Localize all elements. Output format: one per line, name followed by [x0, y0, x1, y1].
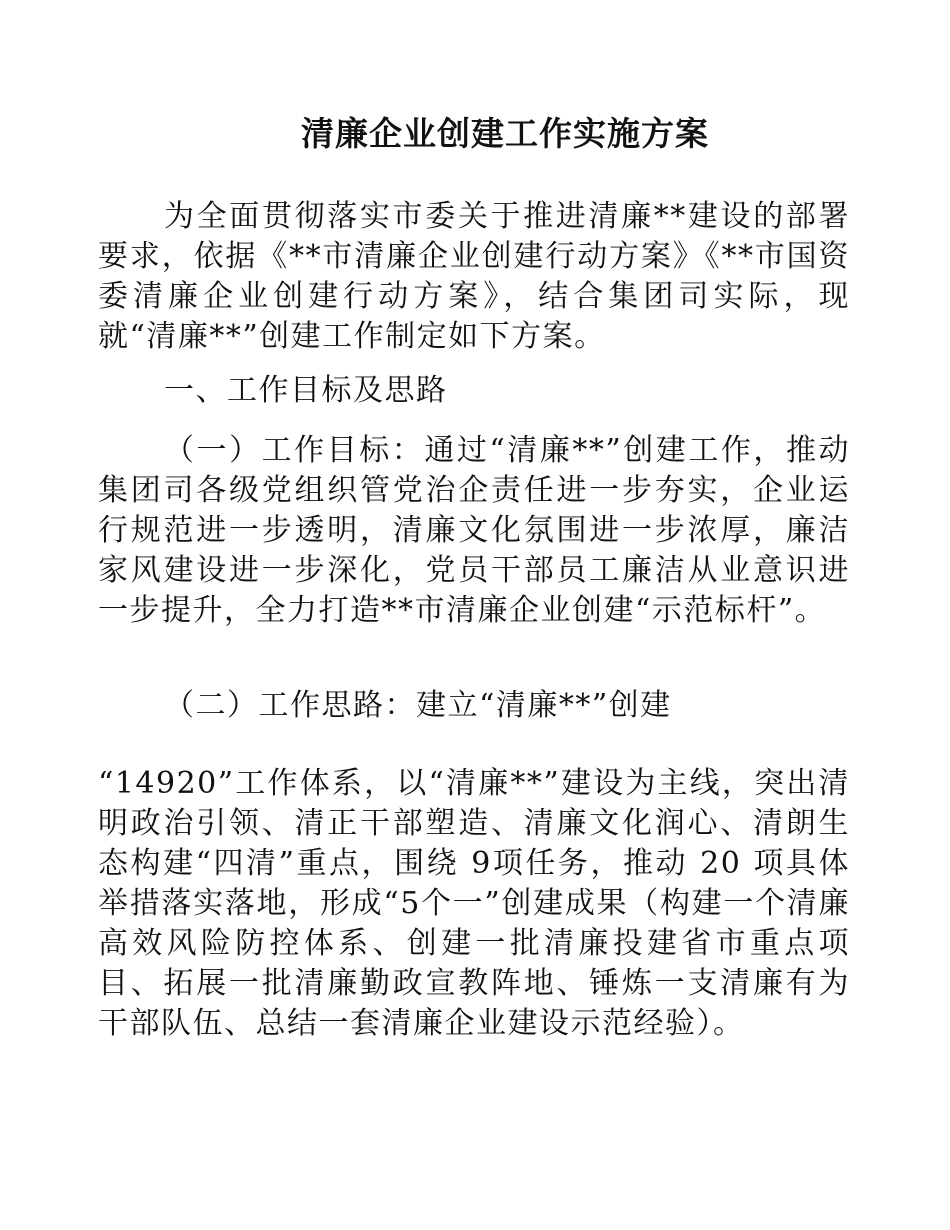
document-title: 清廉企业创建工作实施方案 — [301, 114, 709, 153]
intro-paragraph: 为全面贯彻落实市委关于推进清廉**建设的部署要求，依据《**市清廉企业创建行动方案》《**市国资委清廉企业创建行动方案》，结合集团司实际，现就“清廉**”创建工作制定如下方案。 — [98, 199, 850, 354]
section-heading: 一、工作目标及思路 — [164, 373, 448, 408]
goal-paragraph: （一）工作目标：通过“清廉**”创建工作，推动集团司各级党组织管党治企责任进一步夯实，企业运行规范进一步透明，清廉文化氛围进一步浓厚，廉洁家风建设进一步深化，党员干部员工廉洁从业意识进一步提升，全力打造**市清廉企业创建“示范标杆”。 — [98, 433, 850, 628]
approach-paragraph: “14920”工作体系，以“清廉**”建设为主线，突出清明政治引领、清正干部塑造、清廉文化润心、清朗生态构建“四清”重点，围绕 9项任务，推动 20 项具体举措落实落地，形成“5个一”创建成果（构建一个清廉高效风险防控体系、创建一批清廉投建省市重点项目、拓展一批清廉勤政宣教阵地、锤炼一支清廉有为干部队伍、总结一套清廉企业建设示范经验）。 — [98, 766, 850, 1041]
approach-heading: （二）工作思路：建立“清廉**”创建 — [164, 688, 672, 723]
